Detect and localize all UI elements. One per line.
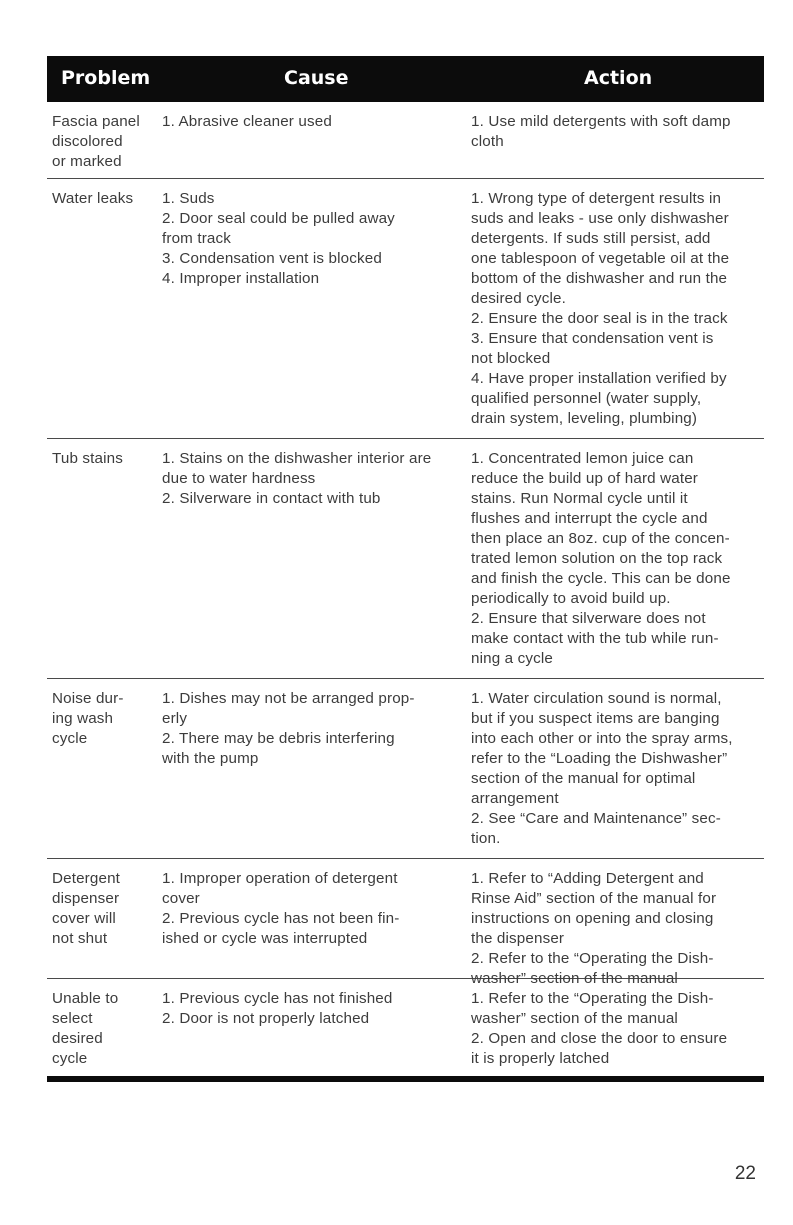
action-line: detergents. If suds still persist, add	[471, 230, 711, 247]
troubleshooting-table	[47, 56, 764, 1083]
action-cell	[458, 989, 764, 1083]
problem-line: cycle	[52, 1050, 88, 1067]
action-line: drain system, leveling, plumbing)	[471, 410, 698, 427]
action-line: reduce the build up of hard water	[471, 470, 699, 487]
problem-line: ing wash	[52, 710, 114, 727]
cause-line: 2. Silverware in contact with tub	[162, 490, 381, 507]
cause-line: 1. Stains on the dishwasher interior are	[162, 450, 432, 467]
action-line: periodically to avoid build up.	[471, 590, 671, 607]
action-line: the dispenser	[471, 930, 565, 947]
cause-line: 1. Dishes may not be arranged prop-	[162, 690, 415, 707]
action-line: washer” section of the manual	[471, 970, 678, 987]
cause-line: 2. Door is not properly latched	[162, 1010, 370, 1027]
action-line: washer” section of the manual	[471, 1010, 678, 1027]
action-line: cloth	[471, 133, 504, 150]
problem-line: discolored	[52, 133, 123, 150]
action-cell	[458, 112, 764, 178]
problem-line: select	[52, 1010, 93, 1027]
action-line: 2. Refer to the “Operating the Dish-	[471, 950, 714, 967]
action-line: flushes and interrupt the cycle and	[471, 510, 708, 527]
action-line: 3. Ensure that condensation vent is	[471, 330, 714, 347]
cause-line: ished or cycle was interrupted	[162, 930, 368, 947]
action-cell	[458, 689, 764, 858]
header-cause: Cause	[284, 67, 349, 89]
action-line: qualified personnel (water supply,	[471, 390, 702, 407]
cause-cell	[155, 689, 458, 858]
cause-line: 2. There may be debris interfering	[162, 730, 395, 747]
problem-line: Unable to	[52, 990, 119, 1007]
problem-line: desired	[52, 1030, 103, 1047]
table-row	[47, 679, 764, 859]
header-action: Action	[584, 67, 653, 89]
problem-line: Detergent	[52, 870, 121, 887]
cause-cell	[155, 869, 458, 978]
action-line: then place an 8oz. cup of the concen-	[471, 530, 730, 547]
action-line: not blocked	[471, 350, 551, 367]
table-row	[47, 179, 764, 439]
action-line: stains. Run Normal cycle until it	[471, 490, 688, 507]
cause-line: 4. Improper installation	[162, 270, 320, 287]
cause-line: from track	[162, 230, 232, 247]
cause-line: 2. Previous cycle has not been fin-	[162, 910, 400, 927]
problem-cell	[47, 112, 155, 178]
action-line: 2. See “Care and Maintenance” sec-	[471, 810, 721, 827]
table-row	[47, 102, 764, 179]
action-line: 2. Open and close the door to ensure	[471, 1030, 728, 1047]
action-line: make contact with the tub while run-	[471, 630, 719, 647]
cause-cell	[155, 112, 458, 178]
problem-cell	[47, 989, 155, 1083]
cause-line: cover	[162, 890, 200, 907]
cause-cell	[155, 449, 458, 678]
problem-line: Water leaks	[52, 190, 134, 207]
cause-line: 1. Previous cycle has not finished	[162, 990, 393, 1007]
table-header	[47, 56, 764, 102]
table-row	[47, 979, 764, 1083]
action-line: ning a cycle	[471, 650, 554, 667]
cause-line: 1. Abrasive cleaner used	[162, 113, 332, 130]
problem-cell	[47, 869, 155, 978]
action-line: suds and leaks - use only dishwasher	[471, 210, 729, 227]
action-line: 1. Wrong type of detergent results in	[471, 190, 722, 207]
action-line: bottom of the dishwasher and run the	[471, 270, 728, 287]
action-line: 2. Ensure the door seal is in the track	[471, 310, 728, 327]
action-line: refer to the “Loading the Dishwasher”	[471, 750, 728, 767]
action-line: 1. Refer to the “Operating the Dish-	[471, 990, 714, 1007]
action-line: section of the manual for optimal	[471, 770, 696, 787]
cause-cell	[155, 989, 458, 1083]
table-body	[47, 102, 764, 1083]
cause-line: due to water hardness	[162, 470, 316, 487]
problem-line: Fascia panel	[52, 113, 140, 130]
action-line: one tablespoon of vegetable oil at the	[471, 250, 730, 267]
action-line: but if you suspect items are banging	[471, 710, 720, 727]
problem-line: cycle	[52, 730, 88, 747]
action-line: desired cycle.	[471, 290, 566, 307]
problem-line: not shut	[52, 930, 108, 947]
action-line: 2. Ensure that silverware does not	[471, 610, 706, 627]
action-line: and finish the cycle. This can be done	[471, 570, 731, 587]
cause-line: 3. Condensation vent is blocked	[162, 250, 382, 267]
action-line: 1. Refer to “Adding Detergent and	[471, 870, 704, 887]
table-row	[47, 439, 764, 679]
action-line: 1. Concentrated lemon juice can	[471, 450, 694, 467]
problem-line: Tub stains	[52, 450, 124, 467]
problem-line: Noise dur-	[52, 690, 124, 707]
cause-cell	[155, 189, 458, 438]
problem-line: dispenser	[52, 890, 120, 907]
action-line: 4. Have proper installation verified by	[471, 370, 727, 387]
action-line: tion.	[471, 830, 501, 847]
table-bottom-rule	[47, 1076, 764, 1082]
action-line: it is properly latched	[471, 1050, 610, 1067]
problem-line: cover will	[52, 910, 116, 927]
problem-cell	[47, 689, 155, 858]
cause-line: 1. Improper operation of detergent	[162, 870, 398, 887]
problem-line: or marked	[52, 153, 122, 170]
table-row	[47, 859, 764, 987]
action-line: arrangement	[471, 790, 559, 807]
action-cell	[458, 449, 764, 678]
cause-line: 2. Door seal could be pulled away	[162, 210, 395, 227]
action-line: 1. Water circulation sound is normal,	[471, 690, 722, 707]
header-problem: Problem	[61, 67, 151, 89]
problem-cell	[47, 449, 155, 678]
cause-line: erly	[162, 710, 188, 727]
cause-line: with the pump	[162, 750, 259, 767]
action-line: 1. Use mild detergents with soft damp	[471, 113, 731, 130]
cause-line: 1. Suds	[162, 190, 215, 207]
action-line: into each other or into the spray arms,	[471, 730, 733, 747]
problem-cell	[47, 189, 155, 438]
action-cell	[458, 869, 764, 987]
action-line: Rinse Aid” section of the manual for	[471, 890, 717, 907]
action-cell	[458, 189, 764, 438]
action-line: instructions on opening and closing	[471, 910, 714, 927]
action-line: trated lemon solution on the top rack	[471, 550, 723, 567]
page-number: 22	[734, 1163, 756, 1184]
